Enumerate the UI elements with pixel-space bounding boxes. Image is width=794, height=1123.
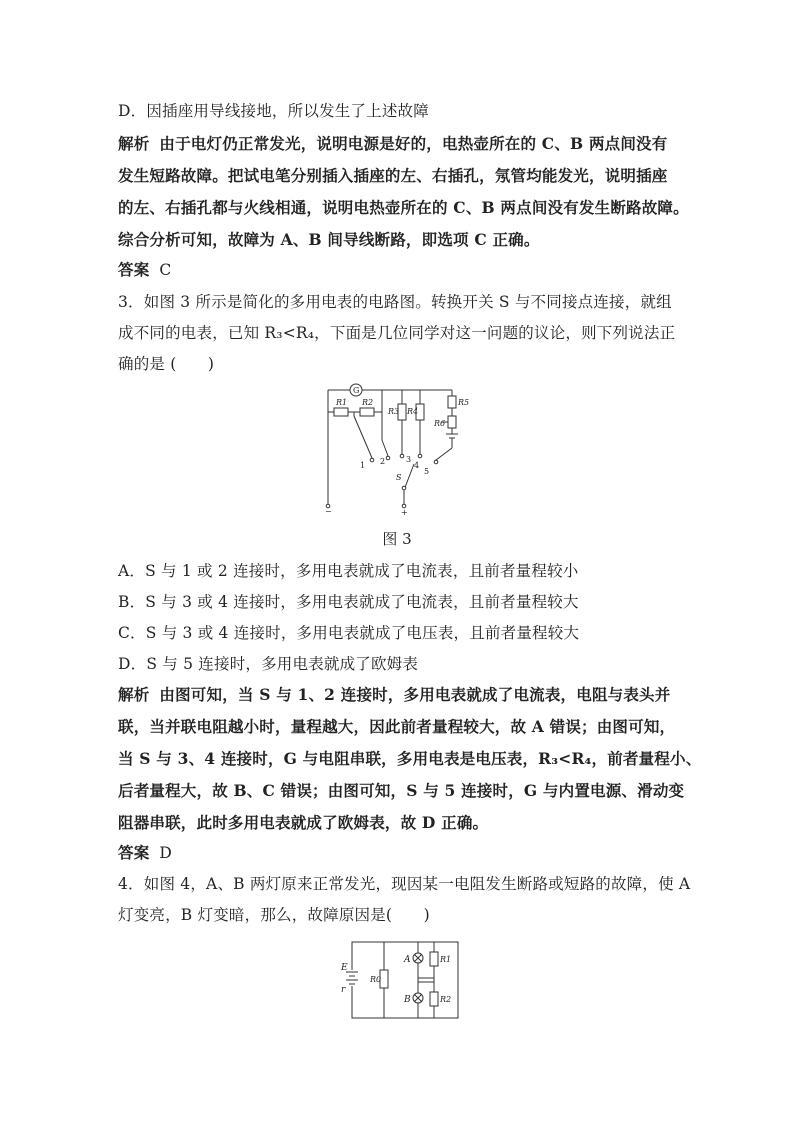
fig3-plus-terminal: + [401,508,408,516]
fig3-contact-1: 1 [360,461,366,470]
figure-4-circuit [338,934,468,1024]
question-3-line-3: 确的是 ( ) [118,355,215,373]
fig3-label-r1: R1 [336,398,348,407]
analysis-line-3: 的左、右插孔都与火线相通，说明电热壶所在的 C、B 两点间没有发生断路故障。 [118,198,689,217]
fig4-label-r1: R1 [440,955,452,964]
fig3-minus-terminal: − [325,507,332,516]
figure-3-circuit [318,380,478,516]
option-b: B．S 与 3 或 4 连接时，多用电表就成了电流表，且前者量程较大 [118,593,579,611]
analysis-line-1 [118,133,680,155]
galvanometer-label: G [353,386,360,395]
fig3-label-r5: R5 [458,398,470,407]
fig3-label-r6: R6 [434,419,446,428]
fig3-label-r4: R4 [407,407,419,416]
analysis-2-line-2: 联，当并联电阻越小时，量程越大，因此前者量程较大，故 A 错误；由图可知， [118,717,676,736]
fig3-contact-2: 2 [380,457,386,466]
analysis-2-text: 由图可知，当 S 与 1、2 连接时，多用电表就成了电流表，电阻与表头并 [159,685,671,704]
analysis-line-2: 发生短路故障。把试电笔分别插入插座的左、右插孔，氖管均能发光，说明插座 [118,166,668,185]
answer-2-label: 答案 [118,843,150,862]
analysis-text: 由于电灯仍正常发光，说明电源是好的，电热壶所在的 C、B 两点间没有 [159,134,668,153]
option-c: C．S 与 3 或 4 连接时，多用电表就成了电压表，且前者量程较大 [118,624,580,642]
fig3-contact-5: 5 [424,467,430,476]
answer-2-value: D [159,844,173,862]
fig4-label-lamp-a: A [404,955,411,965]
analysis-2-label: 解析 [118,685,150,704]
answer-label: 答案 [118,260,150,279]
fig4-label-r: r [341,985,346,995]
fig4-label-e: E [341,963,348,973]
analysis-label: 解析 [118,134,150,153]
analysis-2-line-4: 后者量程大，故 B、C 错误；由图可知，S 与 5 连接时，G 与内置电源、滑动变 [118,781,685,800]
figure-3-caption: 图 3 [382,530,412,548]
fig4-label-r0: R0 [370,975,382,984]
fig3-switch-label: S [396,473,402,482]
question-3-line-1: 3．如图 3 所示是简化的多用电表的电路图。转换开关 S 与不同接点连接，就组 [118,293,672,311]
fig3-contact-4: 4 [414,461,420,470]
answer-line-1 [118,259,680,281]
answer-line-2 [118,842,680,864]
answer-value: C [159,261,172,279]
fig3-label-r2: R2 [362,398,374,407]
analysis-2-line-5: 阻器串联，此时多用电表就成了欧姆表，故 D 正确。 [118,813,489,832]
analysis-2-line-3: 当 S 与 3、4 连接时，G 与电阻串联，多用电表是电压表，R₃<R₄，前者量程小、 [118,749,702,768]
option-d: D．S 与 5 连接时，多用电表就成了欧姆表 [118,655,419,673]
fig3-label-r3: R3 [388,407,400,416]
fig4-label-r2: R2 [440,995,452,1004]
question-3-line-2: 成不同的电表，已知 R₃<R₄，下面是几位同学对这一问题的议论，则下列说法正 [118,324,676,342]
analysis-2-line-1 [118,684,680,706]
option-d-q2: D．因插座用导线接地，所以发生了上述故障 [118,102,429,120]
fig4-label-lamp-b: B [404,995,411,1005]
fig3-contact-3: 3 [406,455,412,464]
question-4-line-1: 4．如图 4，A、B 两灯原来正常发光，现因某一电阻发生断路或短路的故障，使 A [118,875,691,893]
question-4-line-2: 灯变亮，B 灯变暗，那么，故障原因是( ) [118,906,430,924]
option-a: A．S 与 1 或 2 连接时，多用电表就成了电流表，且前者量程较小 [118,562,579,580]
analysis-line-4: 综合分析可知，故障为 A、B 间导线断路，即选项 C 正确。 [118,230,540,249]
